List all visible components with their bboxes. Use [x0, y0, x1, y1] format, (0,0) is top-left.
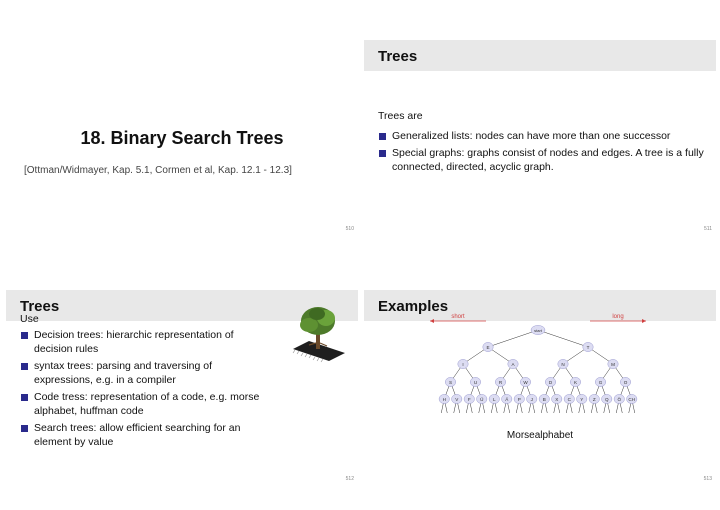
slide-heading: Trees [20, 298, 60, 315]
tree-node-label: Q [604, 396, 609, 402]
bullet-item: Generalized lists: nodes can have more than one successor [378, 129, 708, 143]
tree-node-label: Ä [505, 396, 509, 402]
tree-node-label: S [448, 379, 453, 385]
page-number: 510 [345, 226, 354, 232]
tree-node-label: R [498, 379, 503, 385]
tree-node-label: P [517, 396, 521, 402]
page-number: 513 [703, 476, 712, 482]
long-label: long [612, 314, 624, 320]
tree-node-label: M [611, 361, 615, 367]
short-arrowhead [430, 319, 434, 323]
long-arrowhead [642, 319, 646, 323]
slide-trees-definition [364, 20, 716, 256]
intro-text: Trees are [378, 110, 423, 122]
bullet-list [378, 129, 708, 174]
slide-title-text: 18. Binary Search Trees [80, 128, 284, 148]
bullet-item: Code tress: representation of a code, e.g. morse alphabet, huffman code [20, 390, 265, 418]
bullet-item: Special graphs: graphs consist of nodes and edges. A tree is a fully connected, directed, acyclic graph. [378, 146, 708, 174]
bullet-item: Decision trees: hierarchic representation of decision rules [20, 328, 265, 356]
tree-node-label: N [561, 361, 565, 367]
figure-caption: Morsealphabet [506, 430, 574, 441]
tree-node-label: I [462, 361, 464, 367]
slide-heading: Trees [378, 48, 418, 65]
tree-edge [538, 330, 588, 347]
bullet-list [20, 328, 265, 449]
slide-header [364, 40, 716, 71]
short-label: short [451, 314, 465, 320]
tree-node-label: F [467, 396, 471, 402]
tree-node-label: Z [592, 396, 596, 402]
tree-node-label: O [623, 379, 628, 385]
tree-node-label: V [455, 396, 459, 402]
tree-node-label: X [555, 396, 559, 402]
page-number: 512 [345, 476, 354, 482]
tree-node-label: B [542, 396, 546, 402]
tree-node-label: U [473, 379, 478, 385]
tree-on-chip-image [289, 305, 347, 363]
slide-reference: [Ottman/Widmayer, Kap. 5.1, Cormen et al, Kap. 12.1 - 12.3] [24, 165, 292, 176]
bullet-item: Search trees: allow efficient searching for an element by value [20, 421, 265, 449]
tree-node-label: Ü [480, 396, 484, 402]
page-number: 511 [704, 226, 712, 232]
slide-body [378, 109, 708, 177]
bullet-item: syntax trees: parsing and traversing of expressions, e.g. in a compiler [20, 359, 265, 387]
slide-heading: Examples [378, 298, 449, 315]
tree-node-label: Ö [617, 396, 622, 402]
tree-node-label: Y [580, 396, 584, 402]
tree-node-label: K [573, 379, 578, 385]
tree-node-label: T [586, 344, 590, 350]
slide-body [20, 312, 265, 452]
tree-node-label: J [530, 396, 533, 402]
tree-edge [488, 330, 538, 347]
tree-node-label: A [511, 361, 515, 367]
tree-node-label: start [534, 327, 542, 333]
tree-node-label: H [442, 396, 446, 402]
tree-node-label: C [567, 396, 571, 402]
tree-node-label: G [598, 379, 603, 385]
slide-title [6, 20, 358, 256]
tree-node-label: E [486, 344, 490, 350]
tree-node-label: W [523, 379, 528, 385]
intro-text: Use [20, 313, 39, 325]
slide-trees-use [6, 270, 358, 506]
slide-examples [364, 270, 716, 506]
tree-node-label: CH [628, 396, 636, 402]
tree-node-label: L [492, 396, 496, 402]
morse-tree-diagram [428, 310, 648, 422]
tree-node-label: D [548, 379, 553, 385]
